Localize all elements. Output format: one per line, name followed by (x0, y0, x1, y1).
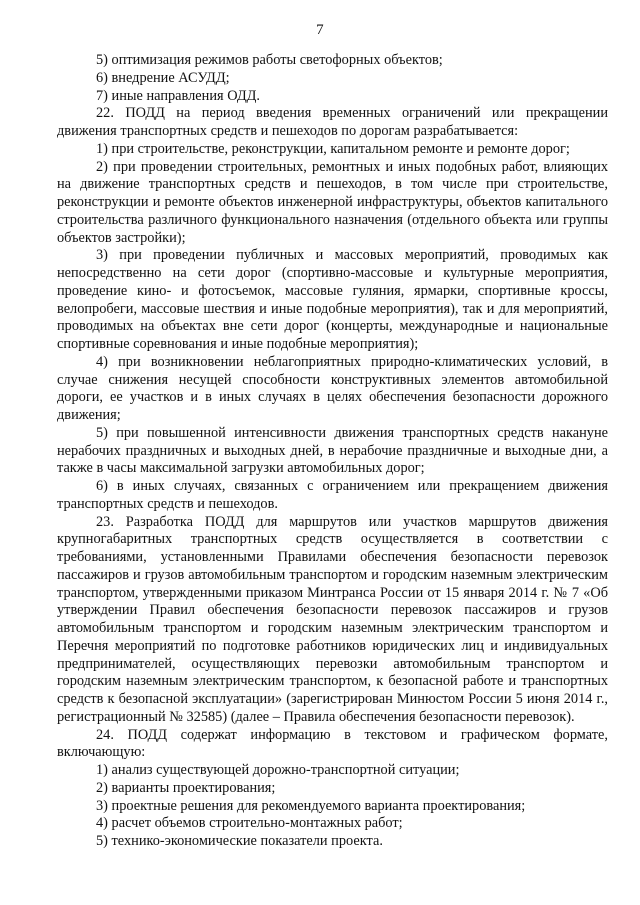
clause-22: 22. ПОДД на период введения временных ограничений или прекращении движения транспортных средств и пешеходов по дорогам разрабатывается: (57, 105, 608, 139)
list-item: 2) варианты проектирования; (96, 779, 276, 796)
list-item: 1) анализ существующей дорожно-транспортной ситуации; (96, 762, 460, 778)
document-body (57, 52, 608, 851)
list-item: 6) внедрение АСУДД; (96, 69, 230, 86)
list-item: 7) иные направления ОДД. (96, 87, 260, 104)
clause-24: 24. ПОДД содержат информацию в текстовом и графическом формате, включающую: (57, 726, 608, 761)
list-item: 4) расчет объемов строительно-монтажных работ; (96, 815, 403, 832)
clause-23: 23. Разработка ПОДД для маршрутов или участков маршрутов движения крупногабаритных транспортных средств осуществляется в соответствии с требованиями, установленными Правилами обеспечения безопасности перевозок пассажиров и грузов автомобильным транспортом и городским наземным электрическим транспортом, утвержденными приказом Минтранса России от 15 января 2014 г. № 7 «Об утверждении Правил обеспечения безопасности перевозок пассажиров и грузов автомобильным транспортом и городским наземным электрическим транспортом и Перечня мероприятий по подготовке работников юридических лиц и индивидуальных предпринимателей, осуществляющих перевозки автомобильным транспортом и городским наземным электрическим транспортом, к безопасной работе и транспортных средств к безопасной эксплуатации» (зарегистрирован Минюстом России 5 июня 2014 г., регистрационный № 32585) (далее – Правила обеспечения безопасности перевозок). (57, 513, 608, 725)
list-item: 5) при повышенной интенсивности движения транспортных средств накануне нерабочих праздничных и выходных дней, в нерабочие праздничные и выходные дни, а также в часы максимальной загрузки автомобильных дорог; (57, 424, 608, 477)
list-item: 5) оптимизация режимов работы светофорных объектов; (96, 52, 443, 68)
list-item: 3) при проведении публичных и массовых мероприятий, проводимых как непосредственно на сети дорог (спортивно-массовые и культурные мероприятия, проведение кино- и фотосъемок, массовые гуляния, ярмарки, спортивные кроссы, велопробеги, массовые шествия и иные подобные мероприятия), так и для мероприятий, проводимых на объектах вне сети дорог (концерты, международные и национальные спортивные соревнования и иные подобные мероприятия); (57, 247, 608, 352)
list-item: 3) проектные решения для рекомендуемого варианта проектирования; (96, 797, 526, 814)
list-item: 5) технико-экономические показатели проекта. (96, 833, 383, 849)
list-item: 1) при строительстве, реконструкции, капитальном ремонте и ремонте дорог; (96, 140, 570, 157)
list-item: 2) при проведении строительных, ремонтных и иных подобных работ, влияющих на движение транспортных средств и пешеходов, в том числе при строительстве, реконструкции и ремонте объектов инженерной инфраструктуры, объектов капитального строительства различного функционального назначения (отдельного объекта или группы объектов застройки); (57, 158, 608, 246)
list-item: 6) в иных случаях, связанных с ограничением или прекращением движения транспортных средств и пешеходов. (57, 478, 608, 512)
list-item: 4) при возникновении неблагоприятных природно-климатических условий, в случае снижения несущей способности конструктивных элементов автомобильной дороги, ее участков и в иных случаях в целях обеспечения безопасности дорожного движения; (57, 353, 608, 423)
page-number: 7 (316, 22, 324, 38)
